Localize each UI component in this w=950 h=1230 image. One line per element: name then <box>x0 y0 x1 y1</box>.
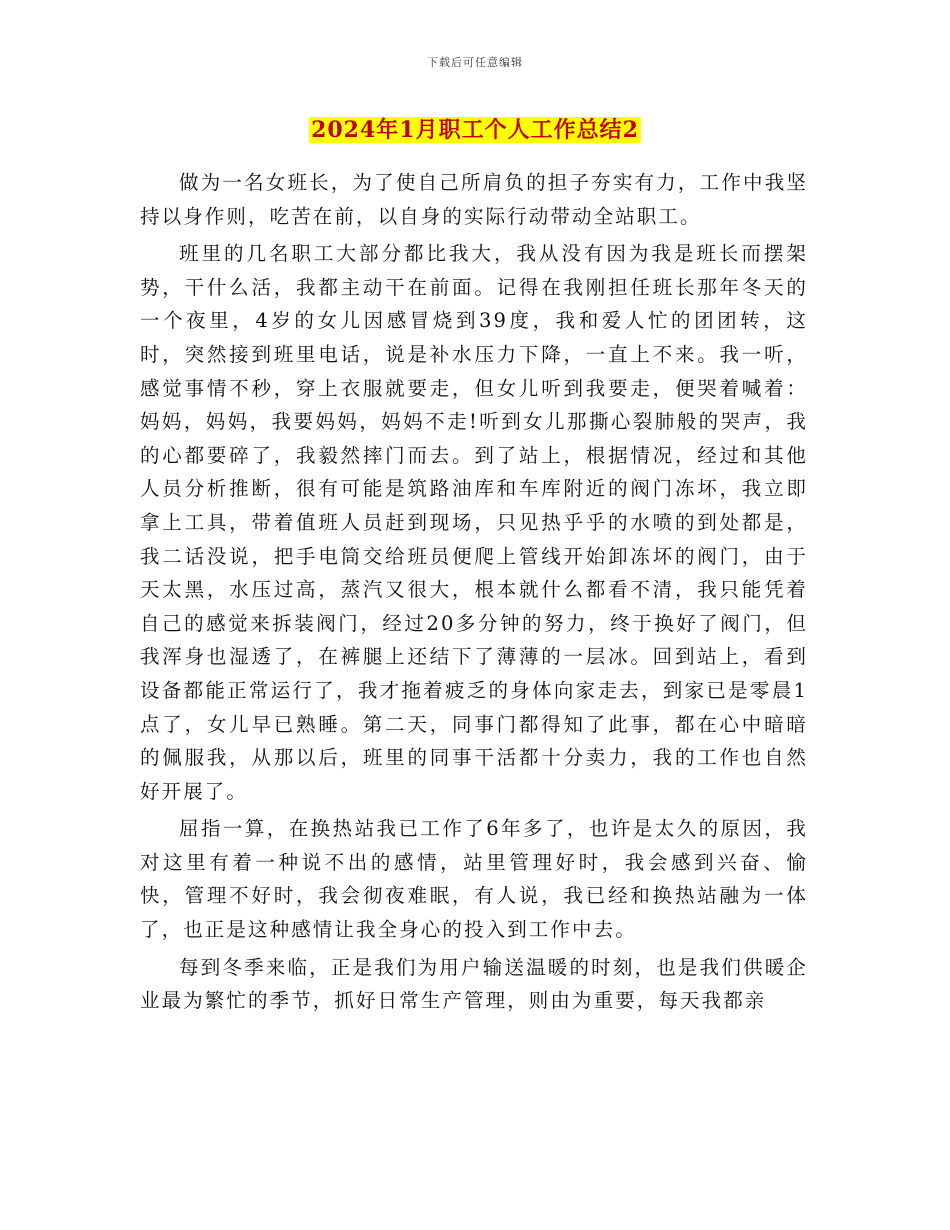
paragraph: 屈指一算，在换热站我已工作了6年多了，也许是太久的原因，我对这里有着一种说不出的感情，站里管理好时，我会感到兴奋、愉快，管理不好时，我会彻夜难眠，有人说，我已经和换热站融为一体了，也正是这种感情让我全身心的投入到工作中去。 <box>140 817 808 942</box>
header-note: 下载后可任意编辑 <box>427 56 523 69</box>
paragraph: 每到冬季来临，正是我们为用户输送温暖的时刻，也是我们供暖企业最为繁忙的季节，抓好日常生产管理，则由为重要，每天我都亲 <box>140 955 808 1013</box>
document-body <box>140 166 808 1022</box>
paragraph: 班里的几名职工大部分都比我大，我从没有因为我是班长而摆架势，干什么活，我都主动干在前面。记得在我刚担任班长那年冬天的一个夜里，4岁的女儿因感冒烧到39度，我和爱人忙的团团转，这时，突然接到班里电话，说是补水压力下降，一直上不来。我一听，感觉事情不秒，穿上衣服就要走，但女儿听到我要走，便哭着喊着：妈妈，妈妈，我要妈妈，妈妈不走!听到女儿那撕心裂肺般的哭声，我的心都要碎了，我毅然摔门而去。到了站上，根据情况，经过和其他人员分析推断，很有可能是筑路油库和车库附近的阀门冻坏，我立即拿上工具，带着值班人员赶到现场，只见热乎乎的水喷的到处都是，我二话没说，把手电筒交给班员便爬上管线开始卸冻坏的阀门，由于天太黑，水压过高，蒸汽又很大，根本就什么都看不清，我只能凭着自己的感觉来拆装阀门，经过20多分钟的努力，终于换好了阀门，但我浑身也湿透了，在裤腿上还结下了薄薄的一层冰。回到站上，看到设备都能正常运行了，我才拖着疲乏的身体向家走去，到家已是零晨1点了，女儿早已熟睡。第二天，同事门都得知了此事，都在心中暗暗的佩服我，从那以后，班里的同事干活都十分卖力，我的工作也自然好开展了。 <box>140 242 808 803</box>
title-text: 2024年1月职工个人工作总结2 <box>311 117 639 143</box>
paragraph: 做为一名女班长，为了使自己所肩负的担子夯实有力，工作中我坚持以身作则，吃苦在前，以自身的实际行动带动全站职工。 <box>140 171 808 228</box>
page-title <box>0 114 950 146</box>
